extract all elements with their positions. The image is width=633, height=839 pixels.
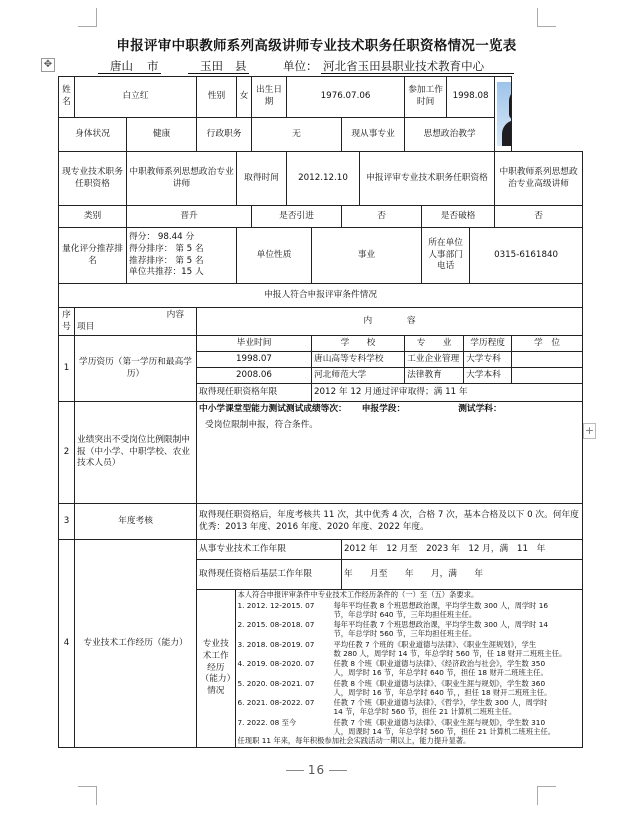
obtain-date-value: 2012.12.10 [287,152,360,206]
introduced-value: 否 [342,206,422,228]
introduced-label: 是否引进 [252,206,342,228]
current-title-label: 现专业技术职务任职资格 [59,152,127,206]
content-label: 内容 [166,309,184,320]
unit-field [283,58,514,74]
experience-item [238,680,581,698]
county-suffix: 县 [235,59,247,73]
edu-row-1-degree [512,352,583,368]
edu-row-2-school: 河北师范大学 [312,368,405,384]
experience-item [238,602,581,620]
base-years-value: 年 月至 年 月，满 年 [342,560,583,590]
edu-header-date: 毕业时间 [197,336,312,352]
experience-desc-2: 14 节，年总学时 560 节，担任 21 计算机二班班主任。 [333,707,517,716]
edu-header-degree: 学 位 [512,336,583,352]
experience-desc-2: 人，周学时 16 节，年总学时 640 节，担任 18 财开二班班主任。 [333,668,548,677]
work-start-value: 1998.08 [447,77,495,118]
exception-value: 否 [495,206,583,228]
row3-label: 年度考核 [75,504,197,540]
category-value: 晋升 [127,206,252,228]
edu-header-school: 学 校 [312,336,405,352]
edu-row-2-date: 2008.06 [197,368,312,384]
crop-mark-top-left [78,8,97,27]
experience-item [238,621,581,639]
qualification-years-value: 2012 年 12 月通过评审取得；满 11 年 [312,384,583,402]
quant-score-block [127,228,237,284]
experience-inner [197,590,582,747]
experience-date: 3. 2018. 08-2019. 07 [237,639,315,649]
experience-desc-2: 节，年总学时 560 节，三年均担任班主任。 [333,629,477,638]
birth-value: 1976.07.06 [287,77,405,118]
unit-nature-value: 事业 [312,228,422,284]
experience-desc-1: 每年平均任教 8 个班思想政治课，平均学生数 300 人，周学时 16 [333,600,549,610]
experience-item [238,660,581,678]
experience-desc-1: 平均任教 7 个班的《职业道德与法律》、《职业生涯规划》，学生 [333,639,537,649]
row3-no: 3 [59,504,75,540]
row1-label: 学历资历（第一学历和最高学历） [75,336,197,402]
birth-label: 出生日期 [252,77,287,118]
obtain-date-label: 取得时间 [237,152,287,206]
work-start-label: 参加工作时间 [405,77,447,118]
row3-content: 取得现任职资格后，年度考核共 11 次，其中优秀 4 次，合格 7 次，基本合格及以下 0 次。何年度优秀：2013 年度、2016 年度、2020 年度、2022 年度。 [197,504,583,540]
edu-row-2-degree [512,368,583,384]
table-move-icon[interactable]: ✥ [41,58,55,72]
experience-footer: 任现职 11 年来，每年积极参加社会实践活动一期以上，能力提升显著。 [237,736,471,746]
county-field [188,58,249,74]
experience-desc-1: 任教 7 个班《职业道德与法律》、《哲学》，学生数 300 人，周学时 [333,698,548,708]
city-value: 唐山 [98,59,145,74]
stage-label: 申报学段： [361,404,406,414]
row4-label: 专业技术工作经历（能力） [75,540,197,748]
experience-desc-2: 人，周课时 14 节，年总学时 560 节，担任 21 计算机二班班主任。 [333,726,556,736]
work-years-value: 2012 年 12 月至 2023 年 12 月，满 11 年 [342,540,583,560]
edu-row-1-level: 大学专科 [464,352,512,368]
health-label: 身体状况 [59,118,127,152]
health-value: 健康 [127,118,197,152]
edu-header-level: 学历程度 [464,336,512,352]
major-value: 思想政治教学 [405,118,495,152]
score-rank: 得分排序： 第 5 名 [129,243,204,254]
page-title: 申报评审中职教师系列高级讲师专业技术职务任职资格情况一览表 [116,38,517,54]
content-item-header [75,308,197,336]
phone-value: 0315-6161840 [470,228,583,284]
item-label: 项目 [77,321,95,332]
crop-mark-bottom-left [78,786,97,805]
unit-value: 河北省玉田县职业技术教育中心 [321,59,514,74]
experience-desc-2: 节，年总学时 640 节，三年均担任班主任。 [333,609,477,619]
experience-date: 5. 2020. 08-2021. 07 [237,678,315,688]
exception-label: 是否破格 [422,206,495,228]
experience-date: 4. 2019. 08-2020. 07 [237,659,315,669]
experience-item [238,641,581,659]
experience-date: 2. 2015. 08-2018. 07 [237,620,315,630]
experience-sub-label: 专业技术工作经历（能力）情况 [197,590,235,747]
experience-list [235,590,582,747]
work-years-label: 从事专业技术工作年限 [197,540,342,560]
unit-total: 单位共推荐：15 人 [129,267,204,278]
admin-label: 行政职务 [197,118,252,152]
subject-label: 测试学科： [458,404,502,414]
city-suffix: 市 [147,59,159,73]
row4-no: 4 [59,540,75,748]
crop-mark-bottom-right [537,786,556,805]
qualification-years-label: 取得现任职资格年限 [197,384,312,402]
score: 得分： 98.44 分 [129,232,195,243]
experience-cell [197,590,583,748]
edu-header-major: 专 业 [405,336,464,352]
photo-cell [495,77,512,152]
section-heading: 申报人符合申报评审条件情况 [59,284,583,308]
current-title-value: 中职教师系列思想政治专业讲师 [127,152,237,206]
qualification-table [58,76,583,748]
name-value: 白立红 [75,77,197,118]
row2-no: 2 [59,402,75,504]
experience-desc-1: 每年平均任教 7 个班思想政治课，平均学生数 300 人，周学时 14 [333,620,549,630]
row1-no: 1 [59,336,75,402]
experience-date: 1. 2012. 12-2015. 07 [237,600,315,610]
apply-title-label: 申报评审专业技术职务任职资格 [360,152,495,206]
name-label: 姓名 [59,77,75,118]
gender-label: 性别 [197,77,237,118]
experience-desc-2: 人，周学时 16 节，年总学时 640 节，，担任 18 财开二班班主任。 [333,687,552,697]
row2-label: 业绩突出不受岗位比例限制申报（中小学、中职学校、农业技术人员） [75,402,197,504]
experience-desc-1: 任教 7 个班《职业道德与法律》、《职业生涯与规划》，学生数 310 [333,717,546,727]
add-row-icon[interactable]: + [584,424,595,437]
crop-mark-top-right [537,8,556,27]
experience-item [238,719,581,737]
apply-title-value: 中职教师系列思想政治专业高级讲师 [495,152,583,206]
content-body-label: 内 容 [197,308,583,336]
experience-date: 7. 2022. 08 至今 [237,717,297,727]
city-field [98,58,161,74]
phone-label: 所在单位人事部门电话 [422,228,470,284]
experience-item [238,699,581,717]
portrait-photo [497,82,512,146]
experience-intro: 本人符合申报评审条件中专业技术工作经历条件的（一）至（五）条要求。 [237,590,479,599]
major-label: 现从事专业 [342,118,405,152]
recommend-rank: 推荐排序： 第 5 名 [129,255,204,266]
experience-desc-1: 任教 8 个班《职业道德与法律》、《职业生涯与规划》，学生数 360 [333,678,546,688]
edu-row-2-level: 大学本科 [464,368,512,384]
test-grade-label: 中小学课堂型能力测试测试成绩等次： [199,404,347,414]
row2-content [197,402,583,504]
category-label: 类别 [59,206,127,228]
unit-label: 单位： [283,59,318,73]
unit-nature-label: 单位性质 [237,228,312,284]
seq-no-label: 序号 [59,308,75,336]
experience-date: 6. 2021. 08-2022. 07 [237,698,315,708]
edu-row-1-major: 工业企业管理 [405,352,464,368]
experience-desc-1: 任教 8 个班《职业道德与法律》、《经济政治与社会》，学生数 350 [333,659,546,669]
edu-row-1-date: 1998.07 [197,352,312,368]
edu-row-2-major: 法律教育 [405,368,464,384]
admin-value: 无 [252,118,342,152]
county-value: 玉田 [188,59,233,74]
gender-value: 女 [237,77,252,118]
page-number: 16 [0,763,633,777]
base-years-label: 取得现任资格后基层工作年限 [197,560,342,590]
edu-row-1-school: 唐山高等专科学校 [312,352,405,368]
quant-score-label: 量化评分推荐排名 [59,228,127,284]
experience-desc-2: 数 280 人，周学时 14 节，年总学时 560 节，任 18 财开二班班主任。 [333,648,567,658]
row2-note: 受岗位限制申报，符合条件。 [205,419,318,430]
